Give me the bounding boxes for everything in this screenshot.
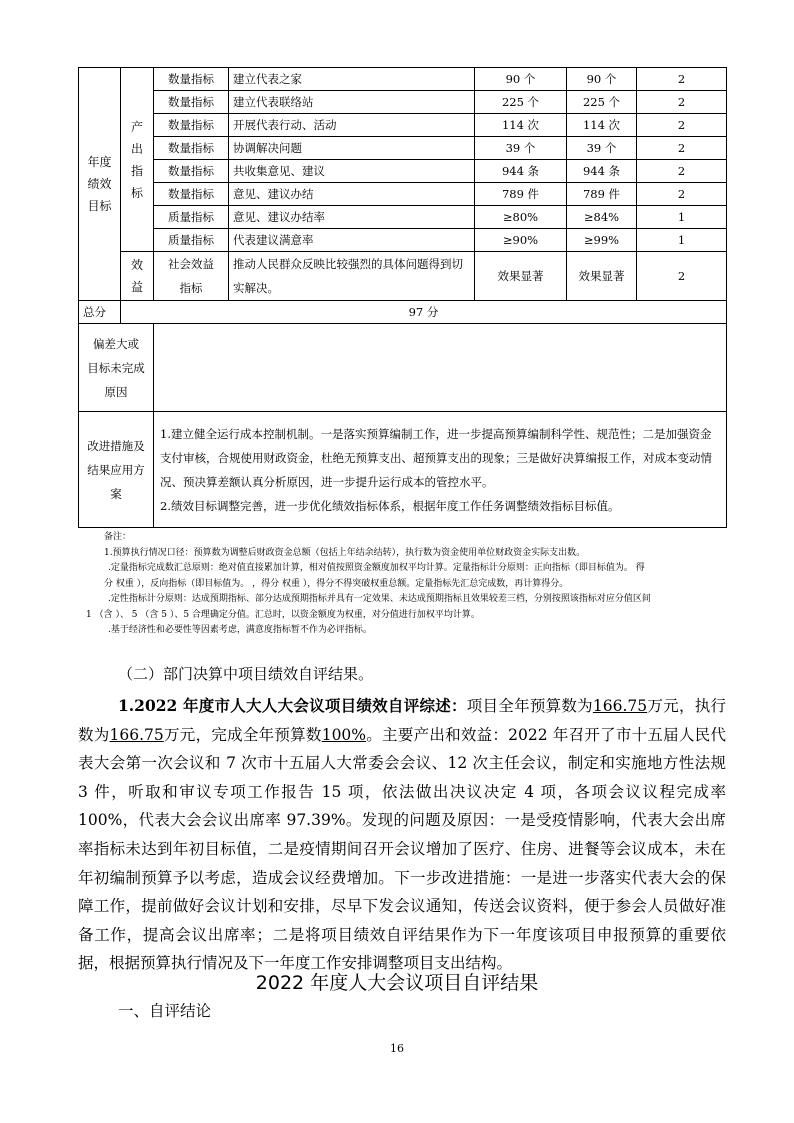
target-value: 944 条 bbox=[475, 160, 567, 183]
annual-target-header: 年度 绩效 目标 bbox=[79, 68, 121, 301]
table-notes bbox=[78, 530, 726, 639]
section-heading-3: 一、自评结论 bbox=[118, 1002, 212, 1020]
actual-value: ≥99% bbox=[567, 229, 637, 252]
indicator-name: 开展代表行动、活动 bbox=[229, 114, 475, 137]
score: 2 bbox=[637, 114, 727, 137]
note-line: .定性指标计分原则：达成预期指标、部分达成预期指标并具有一定效果、未达成预期指标且效果较差三档，分别按照该指标对应分值区间 bbox=[108, 594, 651, 604]
table-row bbox=[79, 137, 727, 160]
note-line: .定量指标完成数汇总原则：绝对值直接累加计算，相对值按照资金额度加权平均计算。定量指标计分原则：正向指标（即目标值为。 得 bbox=[108, 563, 645, 573]
indicator-name: 代表建议满意率 bbox=[229, 229, 475, 252]
target-value: 90 个 bbox=[475, 68, 567, 91]
completion-rate: 100% bbox=[321, 725, 367, 744]
section-heading-2: （二）部门决算中项目绩效自评结果。 bbox=[118, 665, 374, 683]
actual-value: 114 次 bbox=[567, 114, 637, 137]
budget-amount: 166.75 bbox=[592, 697, 648, 715]
note-line: 分 权重 ），反向指标（即目标值为。 ，得分 权重 ），得分不得突破权重总额。定量指标先汇总完成数，再计算得分。 bbox=[104, 578, 569, 589]
indicator-type: 数量指标 bbox=[154, 137, 229, 160]
actual-value: ≥84% bbox=[567, 206, 637, 229]
actual-value: 944 条 bbox=[567, 160, 637, 183]
table-row bbox=[79, 206, 727, 229]
score: 2 bbox=[637, 252, 727, 301]
actual-value: 225 个 bbox=[567, 91, 637, 114]
target-value: 114 次 bbox=[475, 114, 567, 137]
summary-paragraph: 1.2022 年度市人大人大会议项目绩效自评综述：项目全年预算数为166.75万元，执行数为166.75万元，完成全年预算数100%。主要产出和效益：2022 年召开了市十五届人民代表大会第一次会议和 7 次市十五届人大常委会会议、12 次主任会议，制定和实施地方性法规 3 件，听取和审议专项工作报告 15 项，依法做出决议决定 4 项，各项会议议程完成率 100%，代表大会会议出席率 97.39%。发现的问题及原因：一是受疫情影响，代表大会出席率指标未达到年初目标值，二是疫情期间召开会议增加了医疗、住房、进餐等会议成本，未在年初编制预算予以考虑，造成会议经费增加。下一步改进措施：一是进一步落实代表大会的保障工作，提前做好会议计划和安排，尽早下发会议通知，传送会议资料，便于参会人员做好准备工作，提高会议出席率；二是将项目绩效自评结果作为下一年度该项目申报预算的重要依据，根据预算执行情况及下一年度工作安排调整项目支出结构。 bbox=[78, 696, 726, 973]
indicator-name: 意见、建议办结率 bbox=[229, 206, 475, 229]
indicator-name: 意见、建议办结 bbox=[229, 183, 475, 206]
score: 1 bbox=[637, 229, 727, 252]
actual-value: 效果显著 bbox=[567, 252, 637, 301]
deviation-content bbox=[154, 324, 727, 412]
page-number: 16 bbox=[390, 1042, 404, 1055]
indicator-name: 协调解决问题 bbox=[229, 137, 475, 160]
target-value: 789 件 bbox=[475, 183, 567, 206]
actual-value: 39 个 bbox=[567, 137, 637, 160]
indicator-type: 数量指标 bbox=[154, 160, 229, 183]
indicator-type: 质量指标 bbox=[154, 229, 229, 252]
table-row bbox=[79, 160, 727, 183]
target-value: 39 个 bbox=[475, 137, 567, 160]
note-line: 1.预算执行情况口径：预算数为调整后财政资金总额（包括上年结余结转），执行数为资金使用单位财政资金实际支出数。 bbox=[104, 547, 586, 558]
indicator-type: 数量指标 bbox=[154, 68, 229, 91]
paragraph-lead: 1.2022 年度市人大人大会议项目绩效自评综述： bbox=[118, 696, 467, 715]
table-row bbox=[79, 91, 727, 114]
table-row bbox=[79, 183, 727, 206]
indicator-type: 数量指标 bbox=[154, 183, 229, 206]
score: 2 bbox=[637, 183, 727, 206]
score: 2 bbox=[637, 91, 727, 114]
total-row bbox=[79, 301, 727, 324]
score: 1 bbox=[637, 206, 727, 229]
result-title: 2022 年度人大会议项目自评结果 bbox=[255, 972, 539, 994]
indicator-name: 推动人民群众反映比较强烈的具体问题得到切实解决。 bbox=[229, 252, 475, 301]
indicator-name: 建立代表之家 bbox=[229, 68, 475, 91]
total-value: 97 分 bbox=[121, 301, 727, 324]
target-value: ≥80% bbox=[475, 206, 567, 229]
improvement-item-2: 2.绩效目标调整完善，进一步优化绩效指标体系，根据年度工作任务调整绩效指标目标值。 bbox=[160, 498, 620, 513]
table-row bbox=[79, 252, 727, 301]
improvement-label: 改进措施及 结果应用方 案 bbox=[79, 412, 154, 528]
target-value: ≥90% bbox=[475, 229, 567, 252]
note-line: 备注： bbox=[104, 532, 132, 542]
deviation-label: 偏差大或 目标未完成 原因 bbox=[79, 324, 154, 412]
benefit-indicator-header: 效 益 bbox=[121, 252, 154, 301]
actual-value: 90 个 bbox=[567, 68, 637, 91]
indicator-name: 共收集意见、建议 bbox=[229, 160, 475, 183]
executed-amount: 166.75 bbox=[109, 725, 164, 744]
output-indicator-header: 产 出 指 标 bbox=[121, 68, 154, 252]
total-label: 总分 bbox=[79, 301, 121, 324]
indicator-type: 数量指标 bbox=[154, 114, 229, 137]
score: 2 bbox=[637, 137, 727, 160]
performance-table bbox=[78, 67, 727, 528]
indicator-type: 社会效益 指标 bbox=[154, 252, 229, 301]
table-row bbox=[79, 114, 727, 137]
target-value: 效果显著 bbox=[475, 252, 567, 301]
table-row bbox=[79, 229, 727, 252]
indicator-type: 质量指标 bbox=[154, 206, 229, 229]
note-line: .基于经济性和必要性等因素考虑，满意度指标暂不作为必评指标。 bbox=[108, 625, 372, 635]
score: 2 bbox=[637, 160, 727, 183]
target-value: 225 个 bbox=[475, 91, 567, 114]
indicator-type: 数量指标 bbox=[154, 91, 229, 114]
table-row bbox=[79, 68, 727, 91]
indicator-name: 建立代表联络站 bbox=[229, 91, 475, 114]
note-line: 1 （含 ）、 5 （含 5 ）、5 合理确定分值。汇总时，以资金额度为权重，对分值进行加权平均计算。 bbox=[86, 609, 480, 620]
deviation-row bbox=[79, 324, 727, 412]
actual-value: 789 件 bbox=[567, 183, 637, 206]
improvement-content bbox=[154, 412, 727, 528]
improvement-item-1: 1.建立健全运行成本控制机制。一是落实预算编制工作，进一步提高预算编制科学性、规范性；二是加强资金支付审核，合规使用财政资金，杜绝无预算支出、超预算支出的现象；三是做好决算编报工作，对成本变动情况、预决算差额认真分析原因，进一步提升运行成本的管控水平。 bbox=[160, 426, 712, 489]
improvement-row bbox=[79, 412, 727, 528]
score: 2 bbox=[637, 68, 727, 91]
